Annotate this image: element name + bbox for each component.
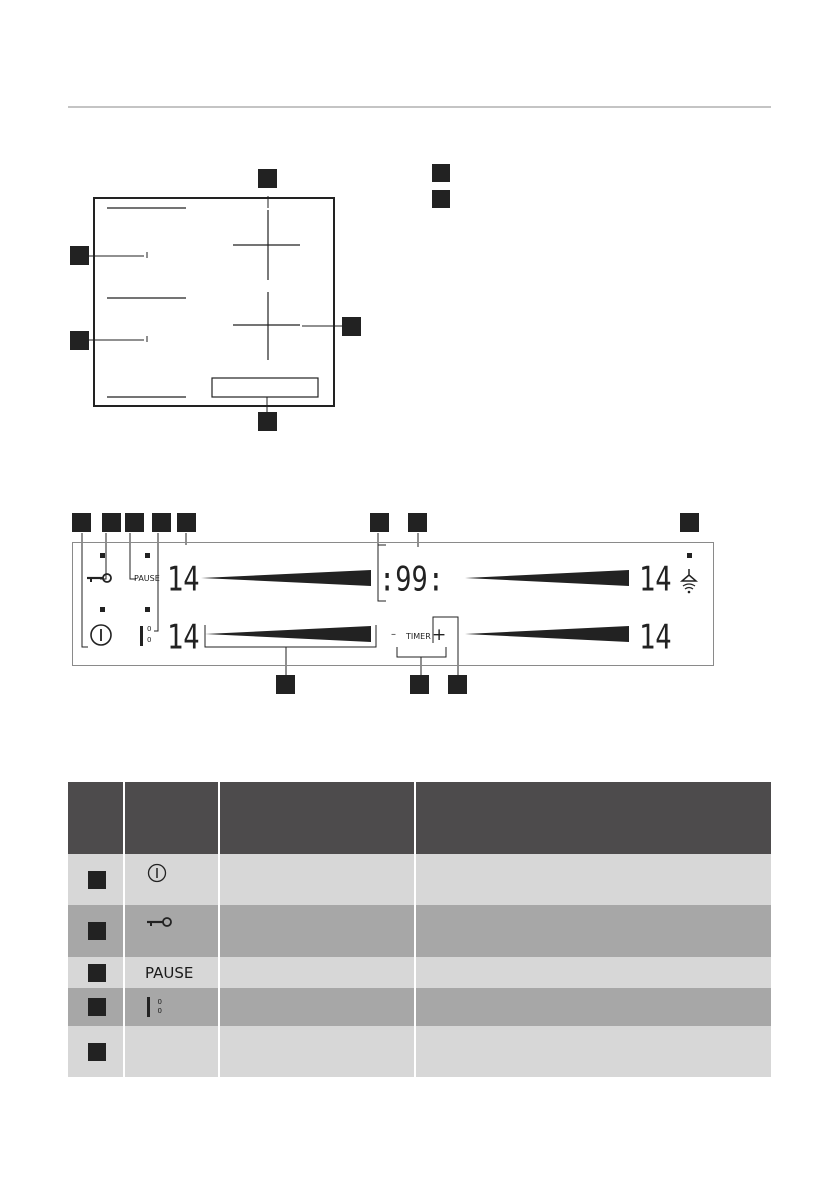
callout-marker	[276, 675, 295, 694]
callout-marker	[680, 513, 699, 532]
legend-marker	[432, 190, 450, 208]
callout-marker	[70, 331, 89, 350]
header-cell	[124, 782, 219, 854]
callout-marker	[72, 513, 91, 532]
control-panel-outline	[212, 378, 318, 397]
control-panel	[72, 542, 714, 666]
table-row	[68, 854, 771, 905]
callout-marker	[125, 513, 144, 532]
boost-mark: 0	[147, 636, 152, 644]
callout-marker	[152, 513, 171, 532]
boost-mark: 0	[157, 998, 162, 1006]
power-level-display: 14	[167, 560, 200, 600]
indicator-led	[145, 607, 150, 612]
timer-display: :99:	[379, 560, 445, 600]
table-row	[68, 988, 771, 1026]
control-bar[interactable]	[465, 569, 629, 587]
controls-table	[68, 782, 771, 1077]
callout-marker	[70, 246, 89, 265]
function-cell	[219, 1026, 415, 1077]
row-marker	[88, 922, 106, 940]
boost-mark: 0	[147, 625, 152, 633]
power-icon[interactable]	[89, 623, 113, 647]
comment-cell	[415, 957, 771, 988]
function-cell	[219, 957, 415, 988]
top-divider	[68, 106, 771, 108]
indicator-led	[687, 553, 692, 558]
power-level-display: 14	[639, 618, 672, 658]
callout-marker	[342, 317, 361, 336]
key-lock-icon	[145, 915, 175, 929]
header-cell	[68, 782, 124, 854]
function-cell	[219, 854, 415, 905]
callout-marker	[410, 675, 429, 694]
timer-plus-button[interactable]: +	[432, 625, 447, 645]
timer-minus-button[interactable]: –	[391, 629, 396, 640]
pause-button[interactable]: PAUSE	[134, 574, 160, 583]
callout-marker	[448, 675, 467, 694]
callout-marker	[258, 169, 277, 188]
pause-label: PAUSE	[145, 963, 194, 982]
table-header	[68, 782, 771, 854]
header-cell	[415, 782, 771, 854]
row-marker	[88, 871, 106, 889]
hob-hood-icon[interactable]	[677, 567, 701, 595]
table-row	[68, 957, 771, 988]
power-level-display: 14	[167, 618, 200, 658]
row-marker	[88, 964, 106, 982]
row-marker	[88, 998, 106, 1016]
boost-icon[interactable]	[140, 626, 143, 646]
comment-cell	[415, 905, 771, 957]
legend-marker	[432, 164, 450, 182]
symbol-cell	[124, 1026, 219, 1077]
boost-mark: 0	[157, 1007, 162, 1015]
key-lock-icon[interactable]	[85, 571, 115, 585]
comment-cell	[415, 854, 771, 905]
callout-marker	[408, 513, 427, 532]
control-bar[interactable]	[201, 569, 371, 587]
indicator-led	[100, 607, 105, 612]
row-marker	[88, 1043, 106, 1061]
control-bar[interactable]	[465, 625, 629, 643]
function-cell	[219, 905, 415, 957]
function-cell	[219, 988, 415, 1026]
control-bar[interactable]	[205, 625, 371, 643]
callout-marker	[102, 513, 121, 532]
indicator-led	[100, 553, 105, 558]
callout-marker	[177, 513, 196, 532]
comment-cell	[415, 988, 771, 1026]
boost-icon	[147, 997, 150, 1017]
indicator-led	[145, 553, 150, 558]
power-level-display: 14	[639, 560, 672, 600]
hob-outline	[94, 198, 334, 406]
timer-label: TIMER	[406, 632, 431, 641]
header-cell	[219, 782, 415, 854]
callout-marker	[370, 513, 389, 532]
comment-cell	[415, 1026, 771, 1077]
power-icon	[147, 863, 167, 883]
callout-marker	[258, 412, 277, 431]
cooking-surface-diagram	[60, 160, 380, 440]
table-row	[68, 905, 771, 957]
table-row	[68, 1026, 771, 1077]
